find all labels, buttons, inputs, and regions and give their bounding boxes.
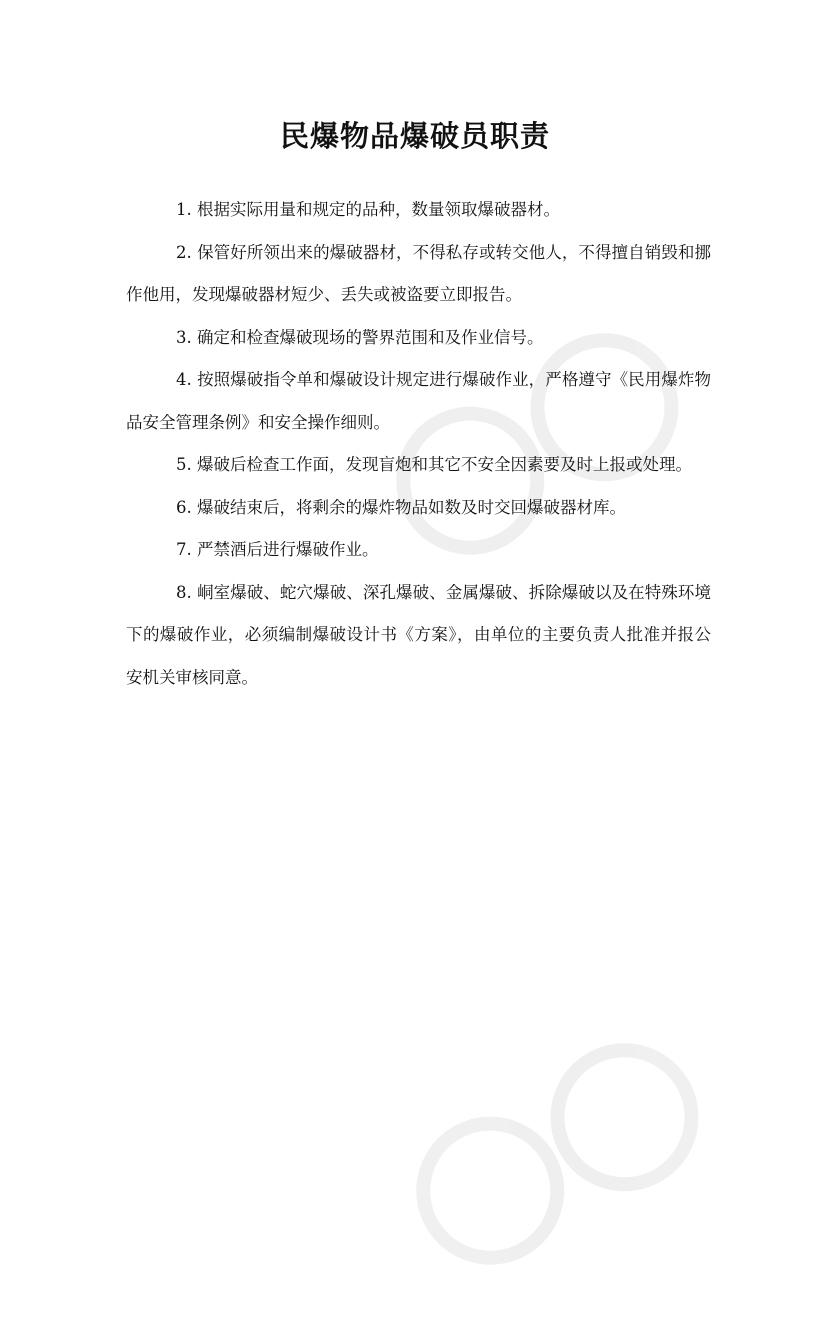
duty-item-2: 2. 保管好所领出来的爆破器材，不得私存或转交他人，不得擅自销毁和挪作他用，发现爆破器材短少、丢失或被盗要立即报告。 — [126, 242, 711, 304]
duty-item-4: 4. 按照爆破指令单和爆破设计规定进行爆破作业，严格遵守《民用爆炸物品安全管理条例》和安全操作细则。 — [126, 370, 711, 432]
duty-item-8: 8. 峒室爆破、蛇穴爆破、深孔爆破、金属爆破、拆除爆破以及在特殊环境下的爆破作业，必须编制爆破设计书《方案》，由单位的主要负责人批准并报公安机关审核同意。 — [126, 582, 711, 687]
duty-item-6: 6. 爆破结束后，将剩余的爆炸物品如数及时交回爆破器材库。 — [176, 497, 626, 517]
duty-item-5: 5. 爆破后检查工作面，发现盲炮和其它不安全因素要及时上报或处理。 — [176, 455, 692, 474]
duty-item-7: 7. 严禁酒后进行爆破作业。 — [176, 540, 379, 559]
watermark-icon — [364, 955, 755, 1324]
duty-item-1: 1. 根据实际用量和规定的品种，数量领取爆破器材。 — [176, 200, 560, 219]
duty-list — [126, 189, 711, 699]
duty-item-3: 3. 确定和检查爆破现场的警界范围和及作业信号。 — [176, 327, 544, 347]
page-title: 民爆物品爆破员职责 — [279, 119, 550, 153]
